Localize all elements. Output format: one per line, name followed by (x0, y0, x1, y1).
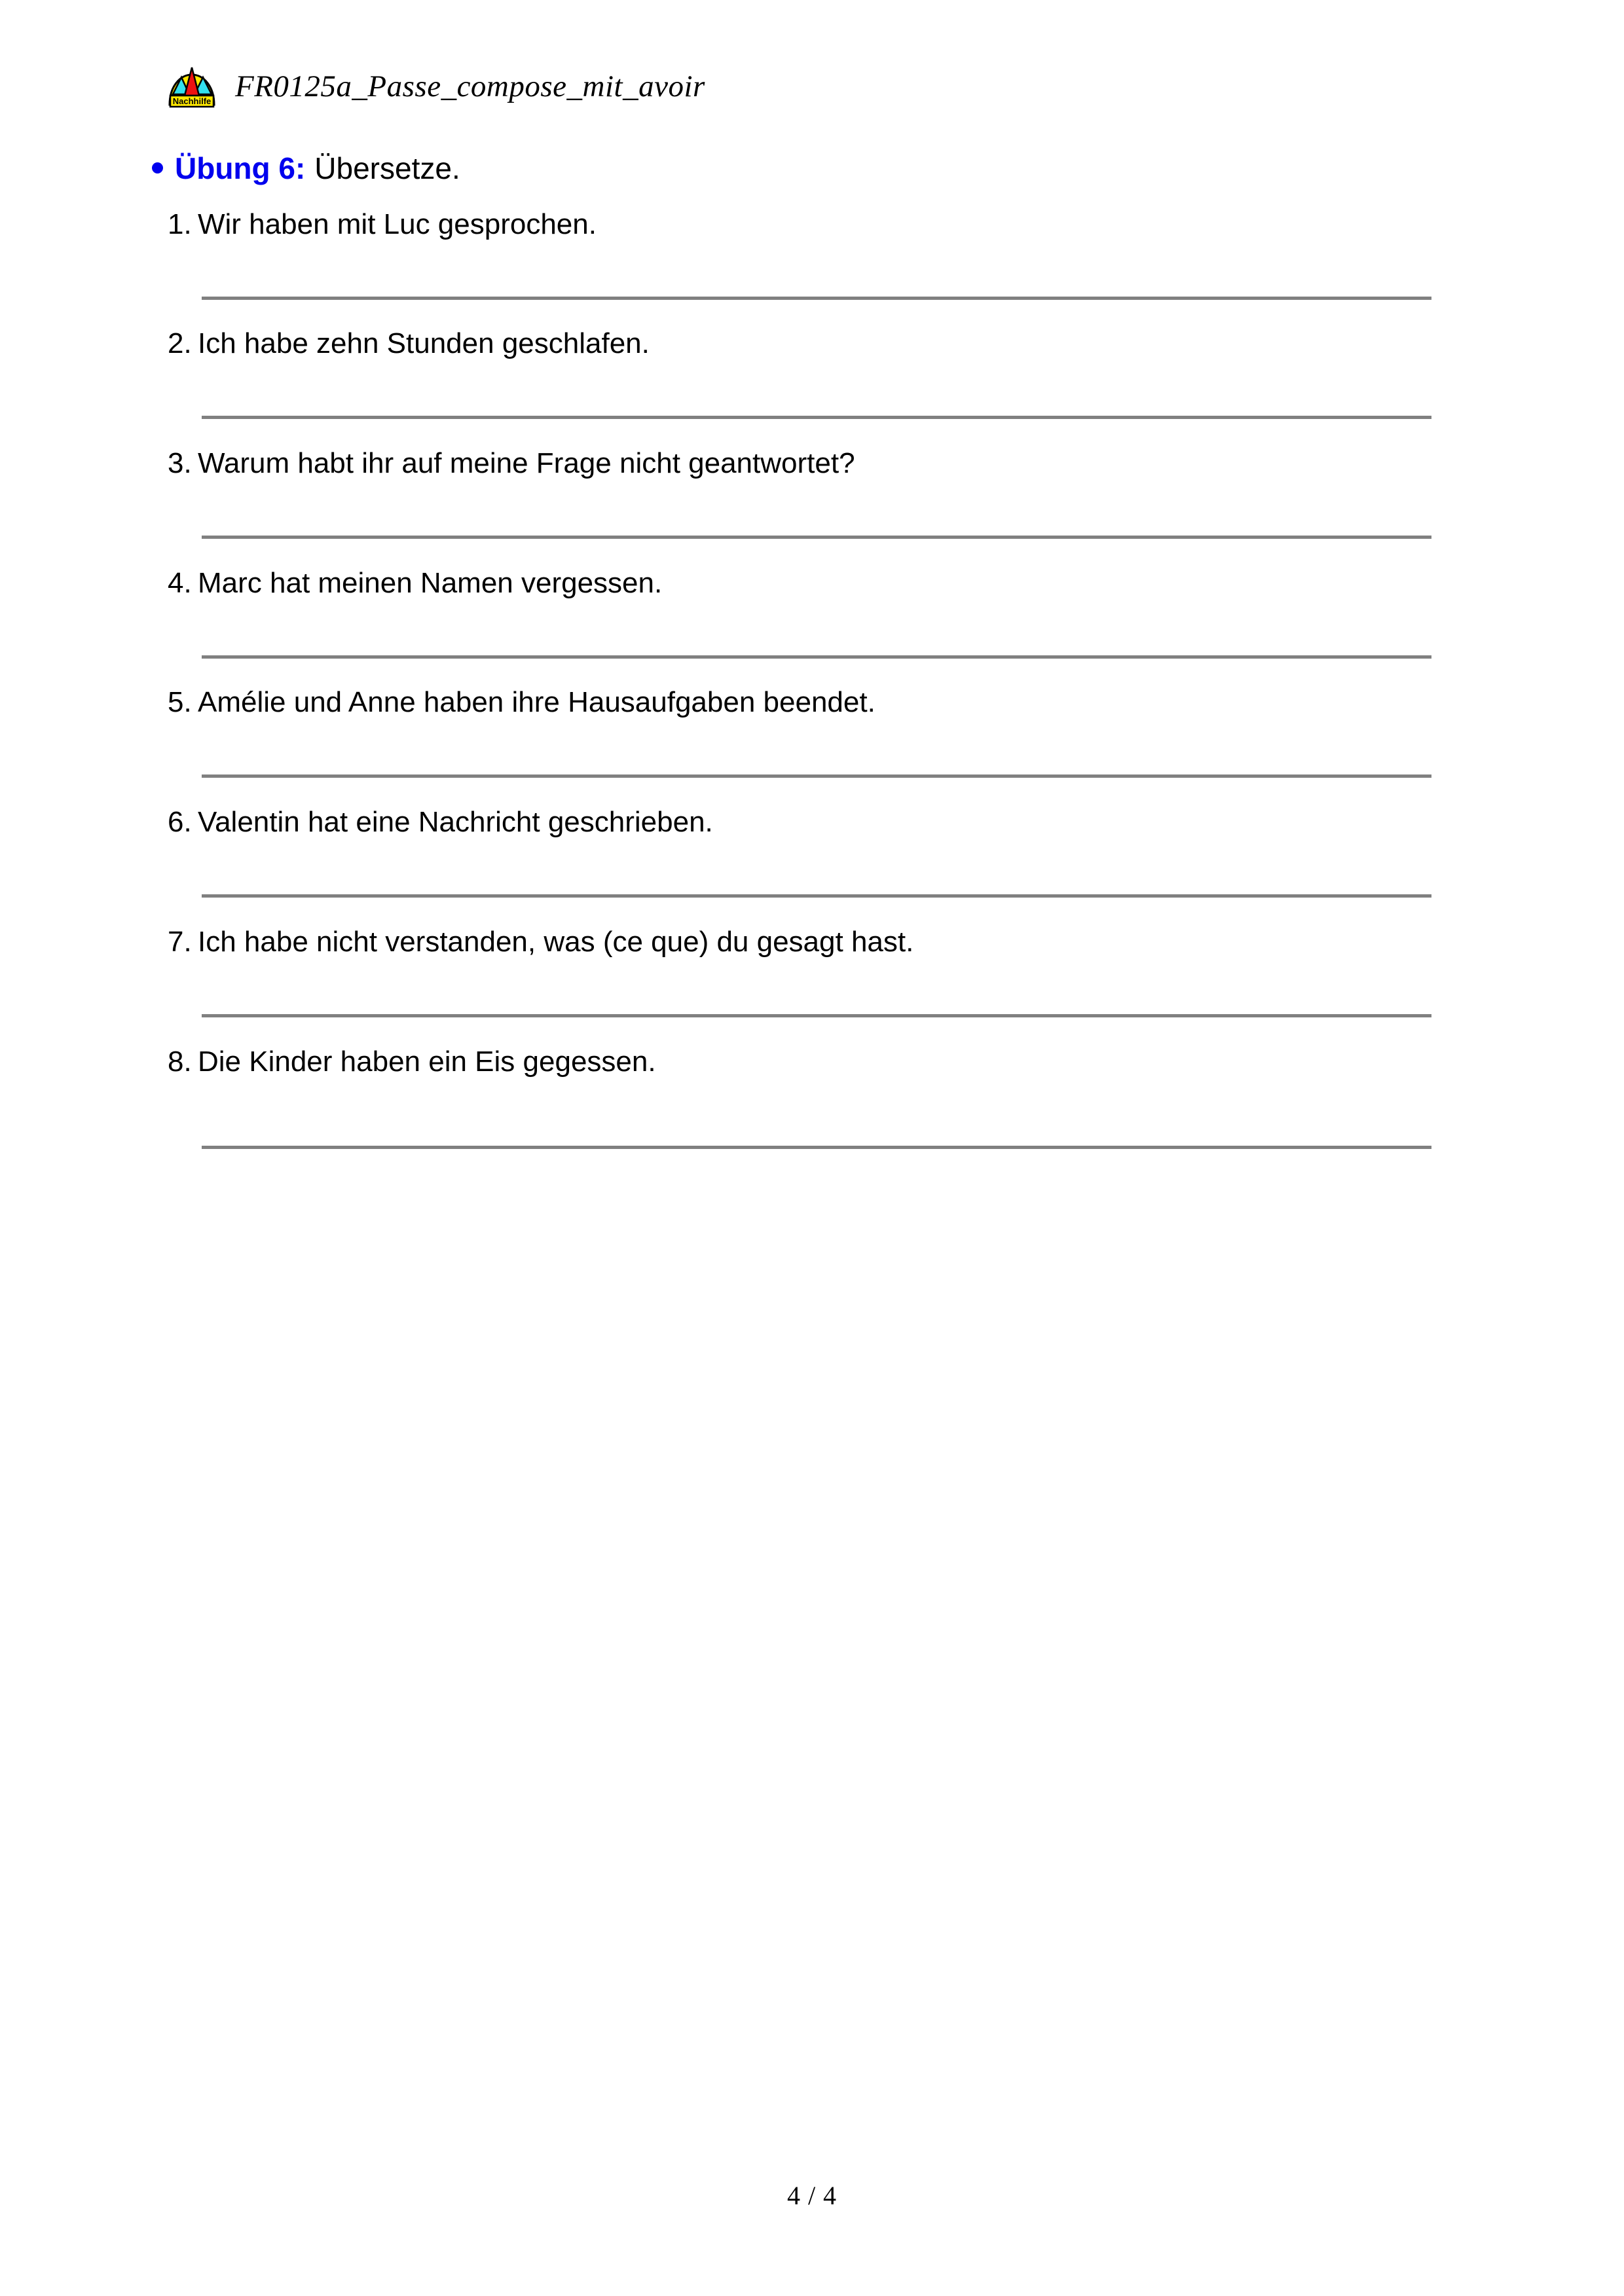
item-number: 1. (168, 208, 192, 240)
exercise-item-text (168, 1046, 656, 1079)
exercise-item-text (168, 806, 713, 839)
item-sentence: Wir haben mit Luc gesprochen. (198, 208, 597, 240)
exercise-item-text (168, 567, 662, 600)
item-sentence: Warum habt ihr auf meine Frage nicht geantwortet? (198, 447, 855, 479)
item-number: 4. (168, 567, 192, 599)
exercise-item-text (168, 208, 597, 242)
answer-line[interactable] (202, 1014, 1431, 1017)
item-sentence: Die Kinder haben ein Eis gegessen. (198, 1046, 656, 1078)
answer-line[interactable] (202, 297, 1431, 300)
item-sentence: Valentin hat eine Nachricht geschrieben. (198, 806, 713, 838)
exercise-item-text (168, 686, 876, 720)
item-number: 6. (168, 806, 192, 838)
answer-line[interactable] (202, 536, 1431, 539)
item-sentence: Marc hat meinen Namen vergessen. (198, 567, 663, 599)
exercise-item-text (168, 327, 650, 361)
item-number: 3. (168, 447, 192, 479)
answer-line[interactable] (202, 655, 1431, 659)
answer-line[interactable] (202, 1146, 1431, 1149)
document-title: FR0125a_Passe_compose_mit_avoir (235, 69, 705, 103)
exercise-item-text (168, 447, 855, 481)
answer-line[interactable] (202, 416, 1431, 419)
item-number: 5. (168, 686, 192, 718)
item-number: 2. (168, 327, 192, 359)
item-sentence: Ich habe nicht verstanden, was (ce que) du gesagt hast. (198, 926, 914, 958)
page-number: 4 / 4 (786, 2181, 838, 2210)
exercise-label: Übung 6: (175, 151, 306, 185)
item-sentence: Amélie und Anne haben ihre Hausaufgaben beendet. (198, 686, 876, 718)
answer-line[interactable] (202, 774, 1431, 778)
page-footer (0, 2180, 1624, 2211)
svg-text:Nachhilfe: Nachhilfe (172, 96, 212, 106)
answer-line[interactable] (202, 894, 1431, 898)
exercise-item-text (168, 926, 913, 959)
exercise-instruction: Übersetze. (314, 151, 460, 185)
item-number: 7. (168, 926, 192, 958)
item-sentence: Ich habe zehn Stunden geschlafen. (198, 327, 650, 359)
item-number: 8. (168, 1046, 192, 1078)
